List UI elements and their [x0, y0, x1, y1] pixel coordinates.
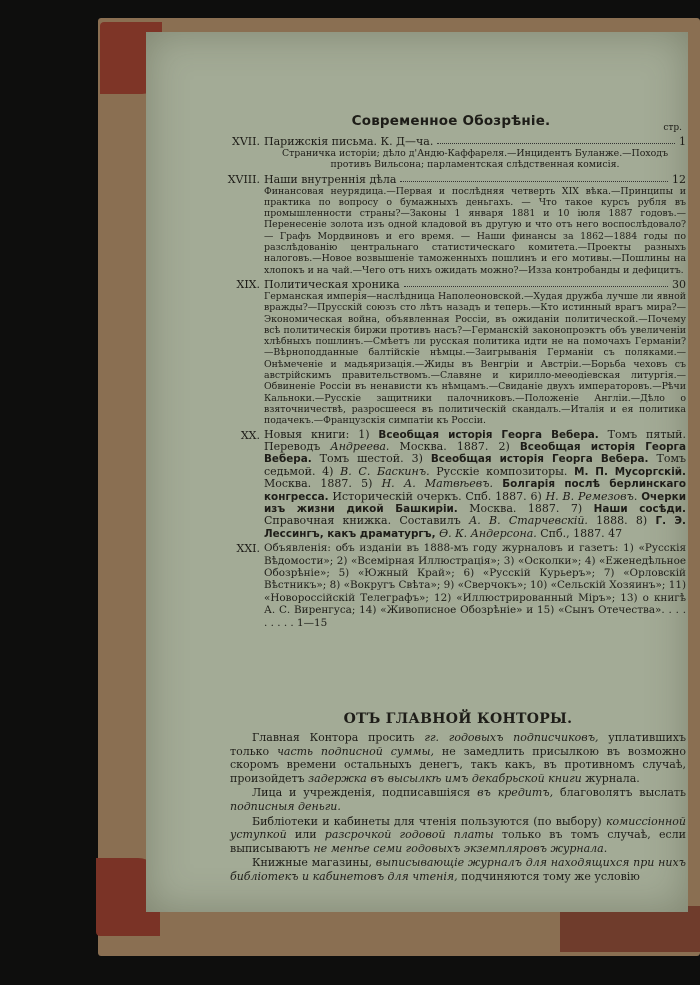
text-run: благоволятъ выслать — [553, 786, 687, 800]
toc-entry-summary: Финансовая неурядица.—Первая и послѣдняя четверть XIX вѣка.—Принципы и практика по вопросу о бумажныхъ деньгахъ. — Что такое курсъ рубля въ промышленности страны?—Законы 1 января 1881 и 10 іюля 1887 годовъ.—Перенесеніе золота изъ одной кладовой въ другую и что отъ него воспослѣдовало? — Графъ Мордвиновъ и его время. — Наши финансы за 1862—1884 годы по разслѣдованію центральнаго статистическаго комитета.—Проекты разныхъ налоговъ.—Новое возвышеніе таможенныхъ пошлинъ и его мотивы.—Пошлины на хлопокъ и на чай.—Чего отъ нихъ ожидать можно?—Изза контробанды и дефицитъ. — [264, 185, 686, 276]
announcements-list: Объявленія: объ изданіи въ 1888-мъ году журналовъ и газетъ: 1) «Русскія Вѣдомости»; 2) «Всемірная Иллюстрація»; 3) «Осколки»; 4) «Еженедѣльное Обозрѣніе»; 5) «Южный Край»; 6) «Русскій Курьеръ»; 7) «Орловскій Вѣстникъ»; 8) «Вокругъ Свѣта»; 9) «Сверчокъ»; 10) «Сельскій Хозяинъ»; 11) «Новороссійскій Телеграфъ»; 12) «Иллюстрированный Міръ»; 13) о книгѣ А. С. Виренгуса; 14) «Живописное Обозрѣніе» и 15) «Сынъ Отечества». . . . . . . . . 1—15 — [264, 542, 686, 629]
toc-entry-page: 1 — [679, 135, 686, 148]
bold-title-run: Всеобщая исторія Георга Вебера. — [264, 440, 686, 466]
text-run: Москва. 1887. 5) — [264, 477, 382, 491]
bold-title-run: Всеобщая исторія Георга Вебера. — [430, 453, 649, 466]
text-run: Томъ пятый. Переводъ — [264, 427, 686, 453]
toc-entry-xx-new-books — [216, 429, 686, 541]
italic-run: выписывающіе журналъ для находящихся при нихъ библіотекъ и кабинетовъ для чтенія, — [230, 856, 687, 883]
office-notice — [230, 705, 686, 885]
italic-run: комиссіонной уступкой — [230, 814, 686, 842]
text-run: Лица и учрежденія, подписавшіяся — [252, 786, 478, 800]
text-run: Москва. 1887. 2) — [389, 439, 520, 453]
italic-run: въ кредитъ, — [477, 786, 554, 800]
text-run: Русскіе композиторы. — [429, 464, 575, 478]
office-paragraph — [230, 815, 686, 856]
toc-entry-number: XVII. — [232, 135, 260, 148]
toc-entry-title: Политическая хроника — [264, 277, 400, 291]
italic-run: В. С. Баскинъ. — [340, 464, 430, 478]
text-run — [493, 477, 502, 490]
text-run: Историческій очеркъ. Спб. 1887. 6) — [328, 489, 546, 503]
toc-entry-page: 30 — [672, 277, 686, 291]
office-paragraph — [230, 731, 686, 785]
text-run: только въ томъ случаѣ, если выписываютъ — [230, 828, 686, 855]
toc-entry-xxi-announcements — [216, 542, 686, 629]
bold-title-run: Всеобщая исторія Георга Вебера. — [378, 428, 599, 441]
text-run: Томъ шестой. 3) — [311, 452, 431, 466]
italic-run: не менѣе семи годовыхъ экземпляровъ журнала. — [313, 841, 608, 855]
section-heading: Современное Обозрѣніе. — [351, 113, 551, 129]
toc-entry-number: XX. — [240, 428, 260, 442]
leader-dots — [437, 135, 675, 144]
italic-run: Ѳ. К. Андерсона. — [439, 526, 537, 540]
leader-dots — [400, 173, 668, 182]
text-run: или — [286, 828, 325, 842]
bold-title-run: Г. Э. Лессингъ, какъ драматургъ, — [264, 515, 686, 540]
toc-entry-number: XIX. — [236, 277, 260, 291]
toc-entry-summary: Страничка исторіи; дѣло д'Андю-Каффареля.—Инцидентъ Буланже.—Походъ противъ Вильсона; парламентская слѣдственная комисія. — [281, 148, 669, 171]
text-run: Томъ седьмой. 4) — [264, 452, 686, 478]
office-paragraph — [230, 856, 686, 883]
bold-title-run: Болгарія послѣ берлинскаго конгресса. — [264, 478, 687, 503]
text-run: подчиняются тому же условію — [457, 869, 640, 883]
toc-entry-summary: Германская имперія—наслѣдница Наполеоновской.—Худая дружба лучше ли явной вражды?—Прусскій союзъ сто лѣтъ назадъ и теперь.—Кто истинный врагъ мира?—Экономическая война, объявленная Россіи, въ ожиданіи политической.—Почему всѣ политическія биржи противъ насъ?—Германскій законопроэктъ объ увеличеніи хлѣбныхъ пошлинъ.—Смѣетъ ли русская политика идти не на помочахъ Германіи?—Вѣрноподданные балтійскіе нѣмцы.—Заигрыванія Германіи съ поляками.—Онѣмеченіе и мадьяризація.—Жиды въ Венгріи и Австріи.—Борьба чеховъ съ австрійскимъ правительствомъ.—Славяне и кирилло-меѳодіевская литургія.—Обвиненіе Россіи въ ненависти къ нѣмцамъ.—Свиданіе двухъ императоровъ.—Рѣчи Кальноки.—Русскіе защитники палочниковъ.—Положеніе Англіи.—Дѣло о взяточничествѣ, разросшееся въ политическій скандалъ.—Италія и ея политика подачекъ.—Французскія симпатіи къ Россіи. — [264, 290, 686, 427]
office-paragraph — [230, 786, 686, 813]
text-run: Новыя книги: 1) — [264, 427, 379, 441]
page-column-label: стр. — [663, 123, 682, 133]
toc-entry-xviii — [216, 173, 686, 276]
italic-run: разсрочкой годовой платы — [324, 828, 494, 842]
text-run: журнала. — [581, 771, 640, 785]
italic-run: Андреева. — [330, 439, 390, 453]
text-run: Главная Контора просить — [252, 731, 425, 744]
text-run: Справочная книжка. Составилъ — [264, 514, 469, 528]
new-books-list — [264, 429, 686, 541]
text-run: Москва. 1887. 7) — [457, 501, 594, 515]
bold-title-run: Наши сосѣди. — [593, 502, 686, 515]
bold-title-run: М. П. Мусоргскій. — [574, 465, 686, 478]
toc-entry-number: XXI. — [236, 542, 260, 556]
text-run: уплатившихъ только — [230, 731, 686, 758]
text-run: 1888. 8) — [587, 514, 656, 528]
toc-entry-title: Наши внутреннія дѣла — [264, 172, 397, 186]
table-of-contents — [216, 105, 686, 631]
italic-run: Н. А. Матвѣевъ. — [381, 477, 494, 491]
italic-run: подписныя деньги. — [230, 799, 341, 813]
italic-run: часть подписной суммы, — [277, 744, 435, 758]
text-run: Спб., 1887. 47 — [536, 526, 623, 540]
italic-run: задержка въ высылкѣ имъ декабрьской книги — [308, 771, 582, 785]
bold-title-run: Очерки изъ жизни дикой Башкиріи. — [264, 490, 687, 515]
toc-entry-xix — [216, 278, 686, 427]
toc-entry-title: Парижскія письма. К. Д—ча. — [264, 135, 434, 148]
toc-entry-page: 12 — [672, 172, 686, 186]
torn-edge-bottom-right — [560, 906, 700, 952]
text-run: не замедлить присылкою въ возможно скоромъ времени остальныхъ денегъ, такъ какъ, въ противномъ случаѣ, произойдетъ — [230, 744, 686, 785]
italic-run: Н. В. Ремезовъ. — [545, 489, 638, 503]
leader-dots — [404, 278, 668, 287]
italic-run: гг. годовыхъ подписчиковъ, — [424, 731, 599, 744]
text-run: Книжные магазины, — [252, 856, 376, 870]
office-heading: ОТЪ ГЛАВНОЙ КОНТОРЫ. — [343, 711, 573, 727]
italic-run: А. В. Старчевскій. — [468, 514, 588, 528]
toc-entry-number: XVIII. — [227, 172, 260, 186]
text-run: Библіотеки и кабинеты для чтенія пользуются (по выбору) — [252, 814, 606, 828]
toc-entry-xvii — [216, 135, 686, 171]
